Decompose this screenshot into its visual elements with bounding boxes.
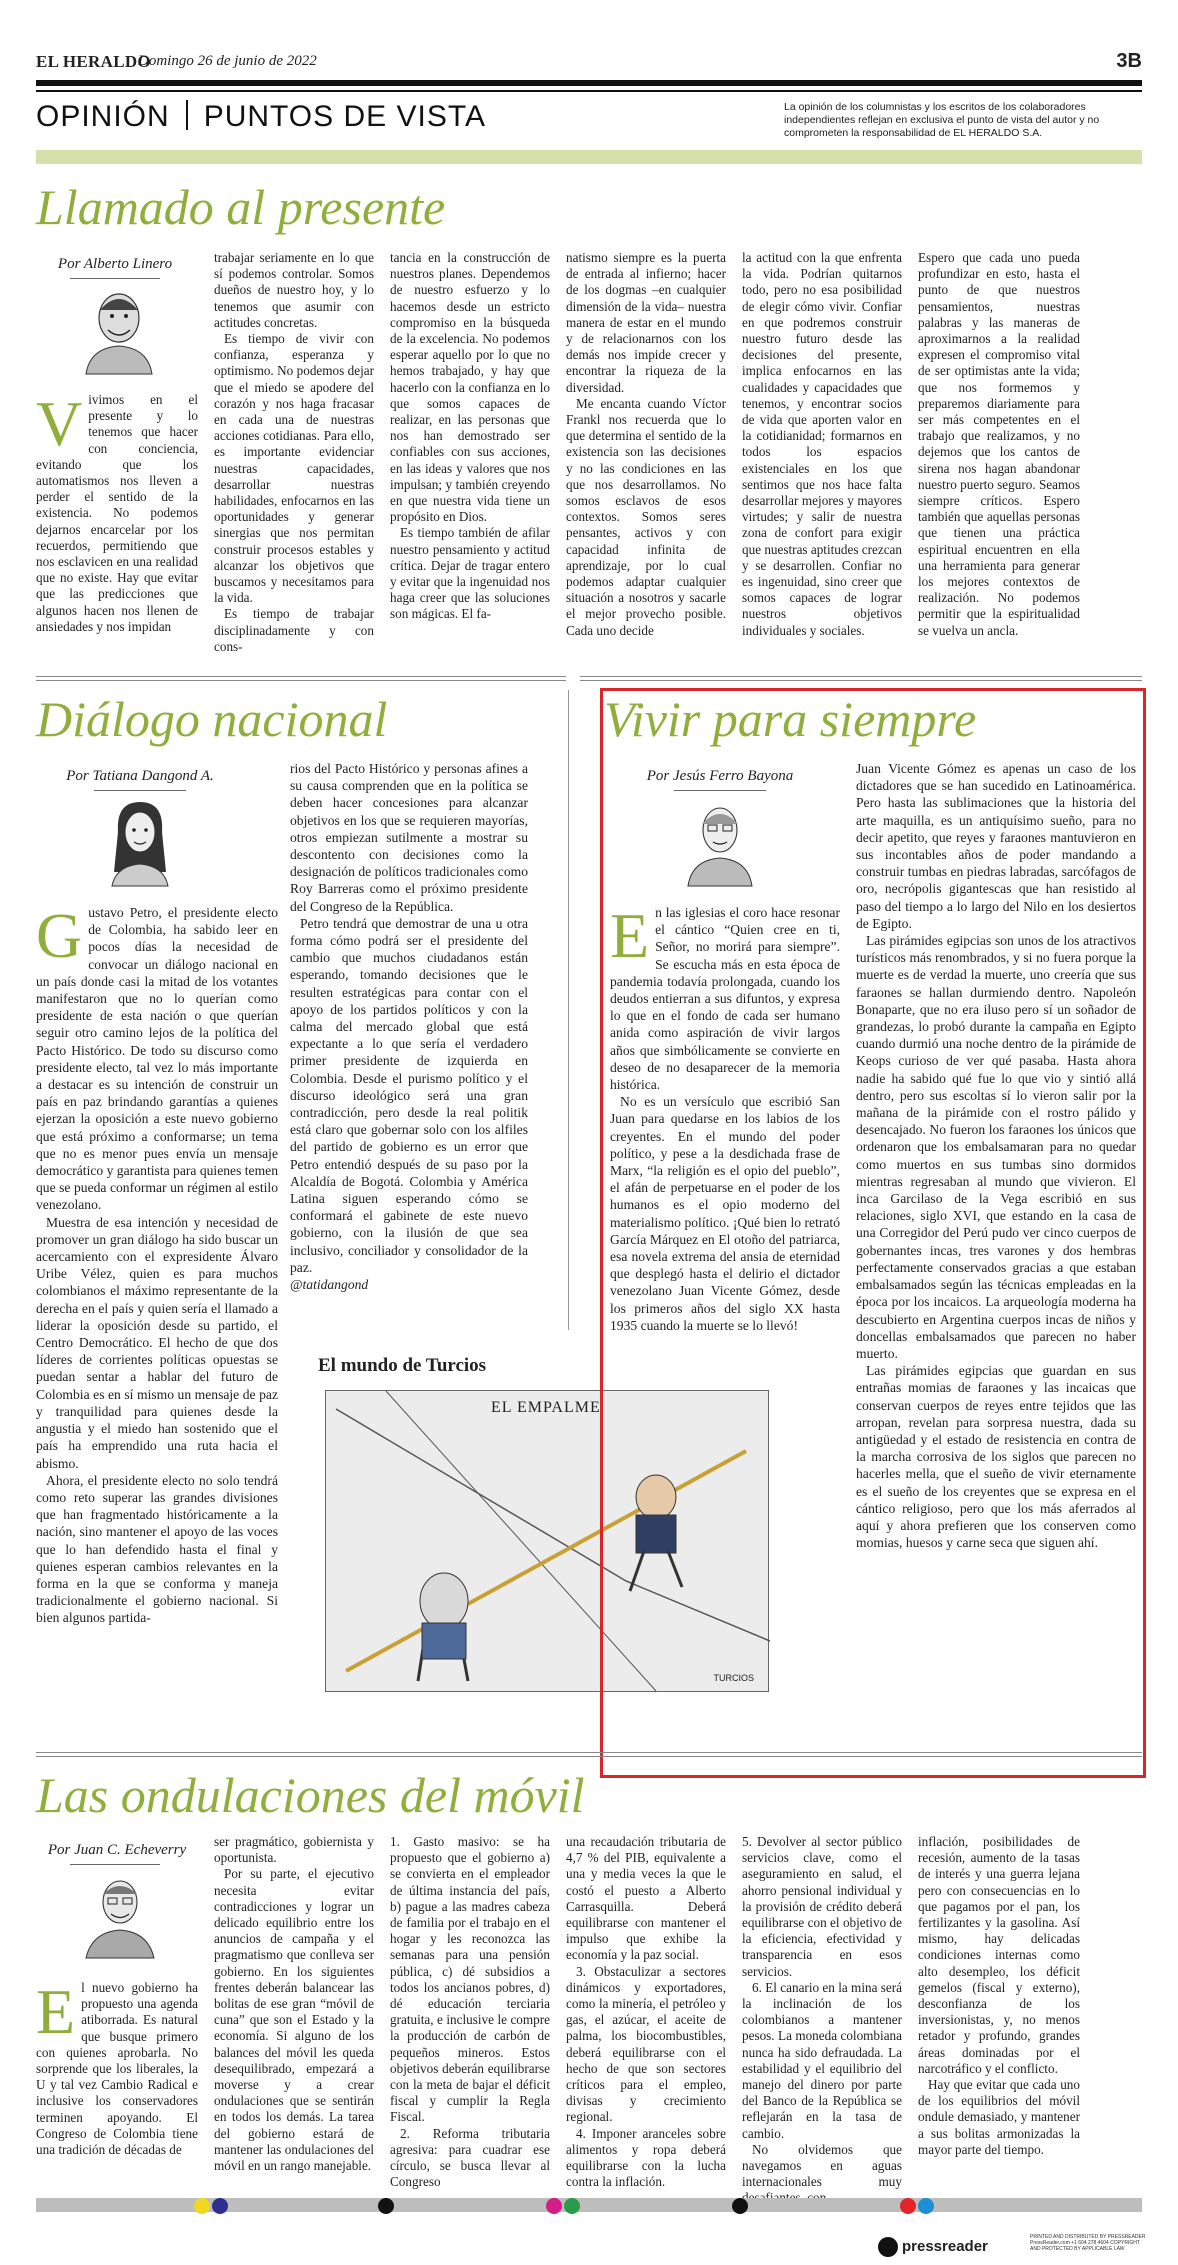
article2-paragraph: Muestra de esa intención y necesidad de promover un gran diálogo ha sido buscar un acercamiento con el expresidente Álvaro Uribe Vélez, quien es para muchos colombianos el máximo representante de la derecha en el país y quien sería el llamado a liderar la oposición desde su partido, el Centro Democrático. El hecho de que dos líderes de corrientes políticas opuestas se puedan sentar a hablar del futuro de Colombia es en sí mismo un mensaje de paz y tranquilidad para quienes desde la angustia y el miedo han sostenido que el país ha emprendido una ruta hacia el abismo. <box>36 1214 278 1471</box>
pressreader-notice: PRINTED AND DISTRIBUTED BY PRESSREADER PressReader.com +1 604 278 4604 COPYRIGHT AND PROTECTED BY APPLICABLE LAW <box>1030 2234 1146 2252</box>
article1-col1 <box>36 388 198 662</box>
article4-paragraph: 4. Imponer aranceles sobre alimentos y ropa deberá equilibrarse con la lucha contra la inflación. <box>566 2125 726 2190</box>
article4-col4 <box>566 1834 726 2190</box>
registration-dot-cyan <box>918 2198 934 2214</box>
cartoon-title: El mundo de Turcios <box>318 1355 487 1376</box>
article2-paragraph: Ahora, el presidente electo no solo tendrá como reto superar las grandes divisiones que han fragmentado históricamente a la nación, sino mantener el apoyo de las voces que lo han defendido hasta el final y quienes esperan cambios relevantes en la forma en la que se conforma y maneja tradicionalmente el gobierno nacional. Si bien algunos partida- <box>36 1472 278 1626</box>
separator-rule <box>580 676 1142 677</box>
dropcap-e: E <box>610 900 650 971</box>
article1-paragraph: trabajar seriamente en lo que sí podemos controlar. Somos dueños de nuestro hoy, y lo tenemos que asumir con actitudes concretas. <box>214 250 374 330</box>
byline-linero: Por Alberto Linero <box>57 256 173 272</box>
article4-paragraph: Por su parte, el ejecutivo necesita evitar contradicciones y lograr un delicado equilibrio entre los anuncios de campaña y el pragmatismo que conlleva ser gobierno. En los siguientes frentes deberán balancear las bolitas de ese gran “móvil de cuna” que son el Estado y la economía. Si alguno de los balances del móvil les queda desequilibrado, empezará a moverse y a crear ondulaciones que se sentirán en todos los demás. La tarea del gobierno estará de mantener las ondulaciones del móvil en un rango manejable. <box>214 1866 374 2174</box>
dropcap-v: V <box>36 388 83 459</box>
article4-paragraph: 1. Gasto masivo: se ha propuesto que el gobierno a) se convierta en el empleador de última instancia del país, b) pague a las madres cabeza de familia por el trabajo en el hogar y les reconozca las semanas para una pensión pública, c) dé subsidios a todos los ancianos pobres, d) dé educación terciaria gratuita, e inclusive le compre la producción de carbón de pequeños mineros. Estos objetivos deberán equilibrarse con la meta de bajar el déficit fiscal y cumplir la Regla Fiscal. <box>390 1834 550 2125</box>
separator-rule <box>36 676 566 677</box>
article4-paragraph: ser pragmático, gobiernista y oportunista. <box>214 1834 374 1866</box>
article2-col1 <box>36 900 278 1688</box>
article4-paragraph: 2. Reforma tributaria agresiva: para cuadrar ese círculo, se busca llevar al Congreso <box>390 2125 550 2190</box>
article4-col5 <box>742 1834 902 2190</box>
article3-col2 <box>856 760 1136 1770</box>
section-divider <box>186 100 188 130</box>
separator-rule <box>36 1752 1142 1753</box>
byline-rule <box>94 790 186 791</box>
byline-echeverry: Por Juan C. Echeverry <box>47 1842 187 1858</box>
masthead <box>36 52 1142 74</box>
article2-paragraph: Petro tendrá que demostrar de una u otra forma cómo podrá ser el presidente del cambio que muchos ciudadanos están esperando, tomando decisiones que le resulten estratégicas para contar con el apoyo de los partidos políticos y con la calma del mercado global que está expectante a lo que sería el verdadero primer presidente de izquierda en Colombia. Desde el purismo político y el discurso ideológico será una gran contradicción, pero desde la real politik está claro que gobernar solo con los alfiles del partido de gobierno es un error que Petro entendió después de su paso por la Alcaldía de Bogotá. Colombia y América Latina siguen esperando cómo se conformará el gabinete de este nuevo gobierno, con la ilusión de que sea inclusivo, conciliador y consolidador de la paz. <box>290 915 528 1275</box>
article1-paragraph: Espero que cada uno pueda profundizar en esto, hasta el punto de que nuestros pensamientos, nuestras palabras y las maneras de aproximarnos a la realidad expresen el compromiso vital de ser optimistas ante la vida; que nos formemos y preparemos diariamente para ser más competentes en el trabajo que realizamos, y no dejemos que los cantos de sirena nos hagan abandonar nuestro puerto seguro. Seamos siempre críticos. Espero también que aquellas personas que tienen una práctica espiritual encuentren en ella una herramienta para generar los mejores contextos de realización. No podemos permitir que la espiritualidad se vuelva un ancla. <box>918 250 1080 638</box>
headline-llamado: Llamado al presente <box>36 179 446 235</box>
separator-rule <box>580 680 1142 681</box>
registration-dot-black <box>378 2198 394 2214</box>
article1-col4 <box>566 250 726 662</box>
registration-dot-yellow <box>194 2198 210 2214</box>
headline-vivir: Vivir para siempre <box>604 691 977 747</box>
article4-paragraph: l nuevo gobierno ha propuesto una agenda atiborrada. Es natural que busque primero con quienes aprobarla. No sorprende que los liberales, la U y tal vez Cambio Radical e inclusive los conservadores terminen apoyando. El Congreso de Colombia tiene una tradición de décadas de <box>36 1980 198 2158</box>
article2-paragraph: rios del Pacto Histórico y personas afines a su causa comprenden que en la política se deben hacer concesiones para alcanzar objetivos en los que se requieren mayorías, otros empiezan sutilmente a mostrar su descontento con decisiones como la designación de políticos tradicionales como Roy Barreras como el próximo presidente del Congreso de la República. <box>290 761 528 914</box>
article3-paragraph: Juan Vicente Gómez es apenas un caso de los dictadores que se han sucedido en Latinoamérica. Pero hasta las sublimaciones que la historia del arte maquilla, es un antiquísimo sueño, para no decir apetito, que reyes y faraones mantuvieron en sus incontables años de poder mandando a construir tumbas en piedras labradas, sarcófagos de oro, necrópolis gigantescas que han resistido al paso del tiempo a lo largo del Nilo en los desiertos de Egipto. <box>856 761 1136 931</box>
article4-paragraph: 3. Obstaculizar a sectores dinámicos y exportadores, como la minería, el petróleo y gas, el azúcar, el aceite de palma, los biocombustibles, deberá equilibrarse con el hecho de que son sectores críticos para el empleo, divisas y crecimiento regional. <box>566 1963 726 2125</box>
article3-paragraph: Las pirámides egipcias que guardan en sus entrañas momias de faraones y las incaicas que conservan cuerpos de reyes entre tejidos que las arropan, revelan para sorpresa nuestra, dada su antigüedad y el estado de resistencia en contra de la marcha corrosiva de los siglos que parecen no hacerles mella, que el sueño de vivir eternamente es el sueño de los creyentes que se expresa en el cántico religioso, pero que los más aferrados al aquí y ahora prefieren que los conserven como momias, huesos y carne seca que siguen ahí. <box>856 1363 1136 1551</box>
author-portrait-ferro <box>680 794 760 886</box>
article3-paragraph: No es un versículo que escribió San Juan para quedarse en los labios de los creyentes. En el mundo del poder político, y pese a la desdichada frase de Marx, “la religión es el opio del pueblo”, el afán de perpetuarse en el poder de los humanos es el opio moderno del materialismo político. ¡Qué bien lo retrató García Márquez en El otoño del patriarca, esa novela extrema del ansia de eternidad que desplegó hasta el delirio el dictador venezolano Juan Vicente Gómez, desde los primeros años del siglo XX hasta 1935 cuando la muerte se lo llevó! <box>610 1094 840 1333</box>
article2-col2 <box>290 760 528 1340</box>
article4-paragraph: una recaudación tributaria de 4,7 % del PIB, equivalente a una y media veces la que le costó el puesto a Alberto Carrasquilla. Deberá equilibrarse con mantener el impulso que exhibe la economía y la paz social. <box>566 1834 726 1963</box>
masthead-rule <box>36 80 1142 86</box>
headline-ondulaciones: Las ondulaciones del móvil <box>36 1767 585 1823</box>
article3-paragraph: Las pirámides egipcias son unos de los atractivos turísticos más renombrados, y si no fuera porque la muerte es de verdad la muerte, uno creería que sus faraones se hallan durmiendo dentro. Napoleón Bonaparte, que no era iluso pero sí un soñador de grandezas, lo probó durante la campaña en Egipto cuando durmió una noche dentro de la pirámide de Keops curioso de ver qué pasaba. Hasta ahora nadie ha sabido qué fue lo que vio y sintió allá dentro, pero sus escoltas sí lo vieron salir por la mañana de la pirámide con el rostro pálido y desencajado. No fueron los faraones los únicos que ordenaron que los embalsamaran para no quedar como muertos en sus tumbas sino dormidos mientras regresaban al mundo que vivieron. El inca Garcilaso de la Vega escribió en sus relaciones, siglo XVI, que estando en la casa de una Corregidor del Perú pudo ver cinco cuerpos de gobernantes incas, tres varones y dos hembras perfectamente conservados gracias a que estaban embalsamados según las técnicas empleadas en la época por los incaicos. La arqueología moderna ha descubierto en Argentina cuerpos incas de niños y doncellas embalsamados que parecen no haber muerto. <box>856 933 1136 1361</box>
disclaimer: La opinión de los columnistas y los escritos de los colaboradores independientes reflejan en exclusiva el punto de vista del autor y no comprometen la responsabilidad de EL HERALDO S.A. <box>784 101 1100 139</box>
article1-paragraph: Es tiempo también de afilar nuestro pensamiento y actitud crítica. Dejar de tragar entero y evitar que la ingenuidad nos haga creer que las soluciones son mágicas. El fa- <box>390 525 550 622</box>
author-portrait-linero <box>80 282 158 374</box>
article1-paragraph: Me encanta cuando Víctor Frankl nos recuerda que lo que determina el sentido de la existencia son las decisiones y no las condiciones en las que nos desarrollamos. No somos esclavos de esos contextos. Somos seres pensantes, activos y con capacidad infinita de aprendizaje, por lo cual podemos adaptar cualquier situación a nosotros y sacarle el mejor provecho posible. Cada uno decide <box>566 395 726 638</box>
section-band <box>36 150 1142 164</box>
issue-date: Domingo 26 de junio de 2022 <box>138 53 317 69</box>
article4-paragraph: 6. El canario en la mina será la inclinación de los colombianos a mantener pesos. La moneda colombiana nunca ha sido defraudada. La estabilidad y el equilibrio del manejo del dinero por parte del Banco de la República se reflejarán en la tasa de cambio. <box>742 1979 902 2141</box>
section-opinion: OPINIÓN <box>36 100 170 133</box>
author-handle: @tatidangond <box>290 1277 369 1293</box>
page-number: 3B <box>1116 50 1142 72</box>
article4-col3 <box>390 1834 550 2190</box>
author-portrait-dangond <box>100 794 180 886</box>
article4-paragraph: Hay que evitar que cada uno de los equilibrios del móvil ondule demasiado, y mantener a sus bolitas armonizadas la mayor parte del tiempo. <box>918 2077 1080 2157</box>
byline-ferro: Por Jesús Ferro Bayona <box>646 768 794 784</box>
registration-dot-black <box>732 2198 748 2214</box>
article4-paragraph: 5. Devolver al sector público servicios clave, como el aseguramiento en salud, el ahorro pensional individual y la provisión de crédito deberá equilibrarse con el objetivo de la eficiencia, efectividad y transparencia en esos servicios. <box>742 1834 902 1979</box>
byline-rule <box>70 1864 160 1865</box>
separator-rule <box>36 680 566 681</box>
pressreader-wordmark: pressreader <box>902 2238 988 2255</box>
article4-col2 <box>214 1834 374 2190</box>
registration-dot-magenta <box>546 2198 562 2214</box>
pressreader-icon <box>878 2237 898 2257</box>
headline-dialogo: Diálogo nacional <box>36 691 388 747</box>
article1-col6 <box>918 250 1080 662</box>
registration-dot-blue <box>212 2198 228 2214</box>
separator-rule <box>36 1756 1142 1757</box>
masthead-rule-thin <box>36 90 1142 92</box>
section-title <box>36 100 486 134</box>
author-portrait-echeverry <box>80 1868 160 1958</box>
article1-paragraph: la actitud con la que enfrenta la vida. Podrían quitarnos todo, pero no esa posibilidad de elegir cómo vivir. Confiar en que podremos construir nuestro futuro desde las decisiones del presente, implica enfocarnos en las cualidades y capacidades que tenemos, y encontrar socios de vida que aporten valor en la cotidianidad; formarnos en todos los espacios existenciales en los que sentimos que nos hace falta desarrollar mejores y mayores virtudes; y salir de nuestra zona de confort para exigir que nuestras aptitudes crezcan y se desarrollen. Confiar no es ingenuidad, sino creer que somos capaces de lograr nuestros objetivos individuales y sociales. <box>742 250 903 638</box>
article1-paragraph: natismo siempre es la puerta de entrada al infierno; hacer de los dogmas –en cualquier dimensión de la vida– nuestra manera de estar en el mundo y de relacionarnos con los demás nos impide crecer y encontrar la riqueza de la diversidad. <box>566 250 726 395</box>
dropcap-e2: E <box>36 1976 76 2047</box>
article3-paragraph: n las iglesias el coro hace resonar el cántico “Quien cree en ti, Señor, no morirá para siempre”. Se escucha más en esta época de pandemia todavía prolongada, cuando los deudos entierran a sus difuntos, y expresa lo que en el fondo de cada ser humano anida como aspiración de vivir largos años que simbólicamente se convierte en deseo de no desaparecer de la memoria histórica. <box>610 905 840 1093</box>
article4-col6 <box>918 1834 1080 2190</box>
byline-rule <box>674 790 766 791</box>
newspaper-brand: EL HERALDO <box>36 52 151 71</box>
cartoon-label: EL EMPALME <box>491 1399 601 1416</box>
article3-col1 <box>610 900 840 1334</box>
article1-paragraph: ivimos en el presente y lo tenemos que hacer con conciencia, evitando que los automatismos nos lleven a perder el sentido de la existencia. No podemos dejarnos encarcelar por los recuerdos, permitiendo que nos esclavicen en una realidad que no existe. Hay que evitar que las predicciones que algunos hacen nos llenen de ansiedades y nos impidan <box>36 392 198 634</box>
article1-col3 <box>390 250 550 662</box>
pressreader-logo <box>878 2236 1028 2258</box>
article2-paragraph: ustavo Petro, el presidente electo de Colombia, ha sabido leer en pocos días la necesidad de convocar un diálogo nacional en un país donde casi la mitad de los votantes manifestaron que no lo querían como presidente de esta nación o que querían seguir otro camino lejos de la política del Pacto Histórico. De todo su discurso como presidente electo, tal vez lo más importante a destacar es su intención de construir un país en paz brindando garantías a quienes ejerzan la oposición a este nuevo gobierno que está próximo a conformarse; un tema que no es menor pues envía un mensaje democrático y garantista para quienes temen que se pueda conformar un régimen al estilo venezolano. <box>36 905 278 1213</box>
article4-col1 <box>36 1976 198 2190</box>
byline-dangond: Por Tatiana Dangond A. <box>66 768 214 784</box>
dropcap-g: G <box>36 900 83 971</box>
article4-paragraph: inflación, posibilidades de recesión, aumento de la tasas de interés y una guerra lejana pero con consecuencias en lo que pagamos por el pan, los fertilizantes y la gasolina. Así mismo, hay delicadas condiciones internas como alto desempleo, los déficit gemelos (fiscal y externo), desconfianza de los inversionistas, y, no menos retador y profundo, grandes áreas dominadas por el narcotráfico y el conflicto. <box>918 1834 1080 2076</box>
cartoonist-signature: TURCIOS <box>713 1673 754 1683</box>
article1-col2 <box>214 250 374 662</box>
byline-rule <box>70 278 160 279</box>
article1-paragraph: tancia en la construcción de nuestros planes. Dependemos de nuestro esfuerzo y lo hacemos desde un estricto compromiso en la búsqueda de la excelencia. No podemos esperar aquello por lo que no hemos trabajado, y hay que hacerlo con la confianza en lo que somos capaces de realizar, en las personas que nos han demostrado ser confiables con sus acciones, en las ideas y valores que nos impulsan; y también creyendo en que nuestra vida tiene un propósito en Dios. <box>390 250 550 525</box>
article1-col5 <box>742 250 902 662</box>
registration-dot-red <box>900 2198 916 2214</box>
column-divider <box>568 690 569 1330</box>
article1-paragraph: Es tiempo de vivir con confianza, esperanza y optimismo. No podemos dejar que el miedo se apodere del corazón y nos haga fracasar en cada una de nuestras acciones cotidianas. Para ello, es importante evidenciar nuestras capacidades, desarrollar nuestras habilidades, enfocarnos en las oportunidades y generar sinergias que nos permitan construir procesos estables y alcanzar los objetivos que buscamos y necesitamos para la vida. <box>214 331 374 606</box>
article1-paragraph: Es tiempo de trabajar disciplinadamente y con cons- <box>214 606 374 654</box>
article4-paragraph: No olvidemos que navegamos en aguas internacionales muy <box>742 2141 902 2190</box>
section-puntos: PUNTOS DE VISTA <box>203 100 486 133</box>
registration-dot-green <box>564 2198 580 2214</box>
